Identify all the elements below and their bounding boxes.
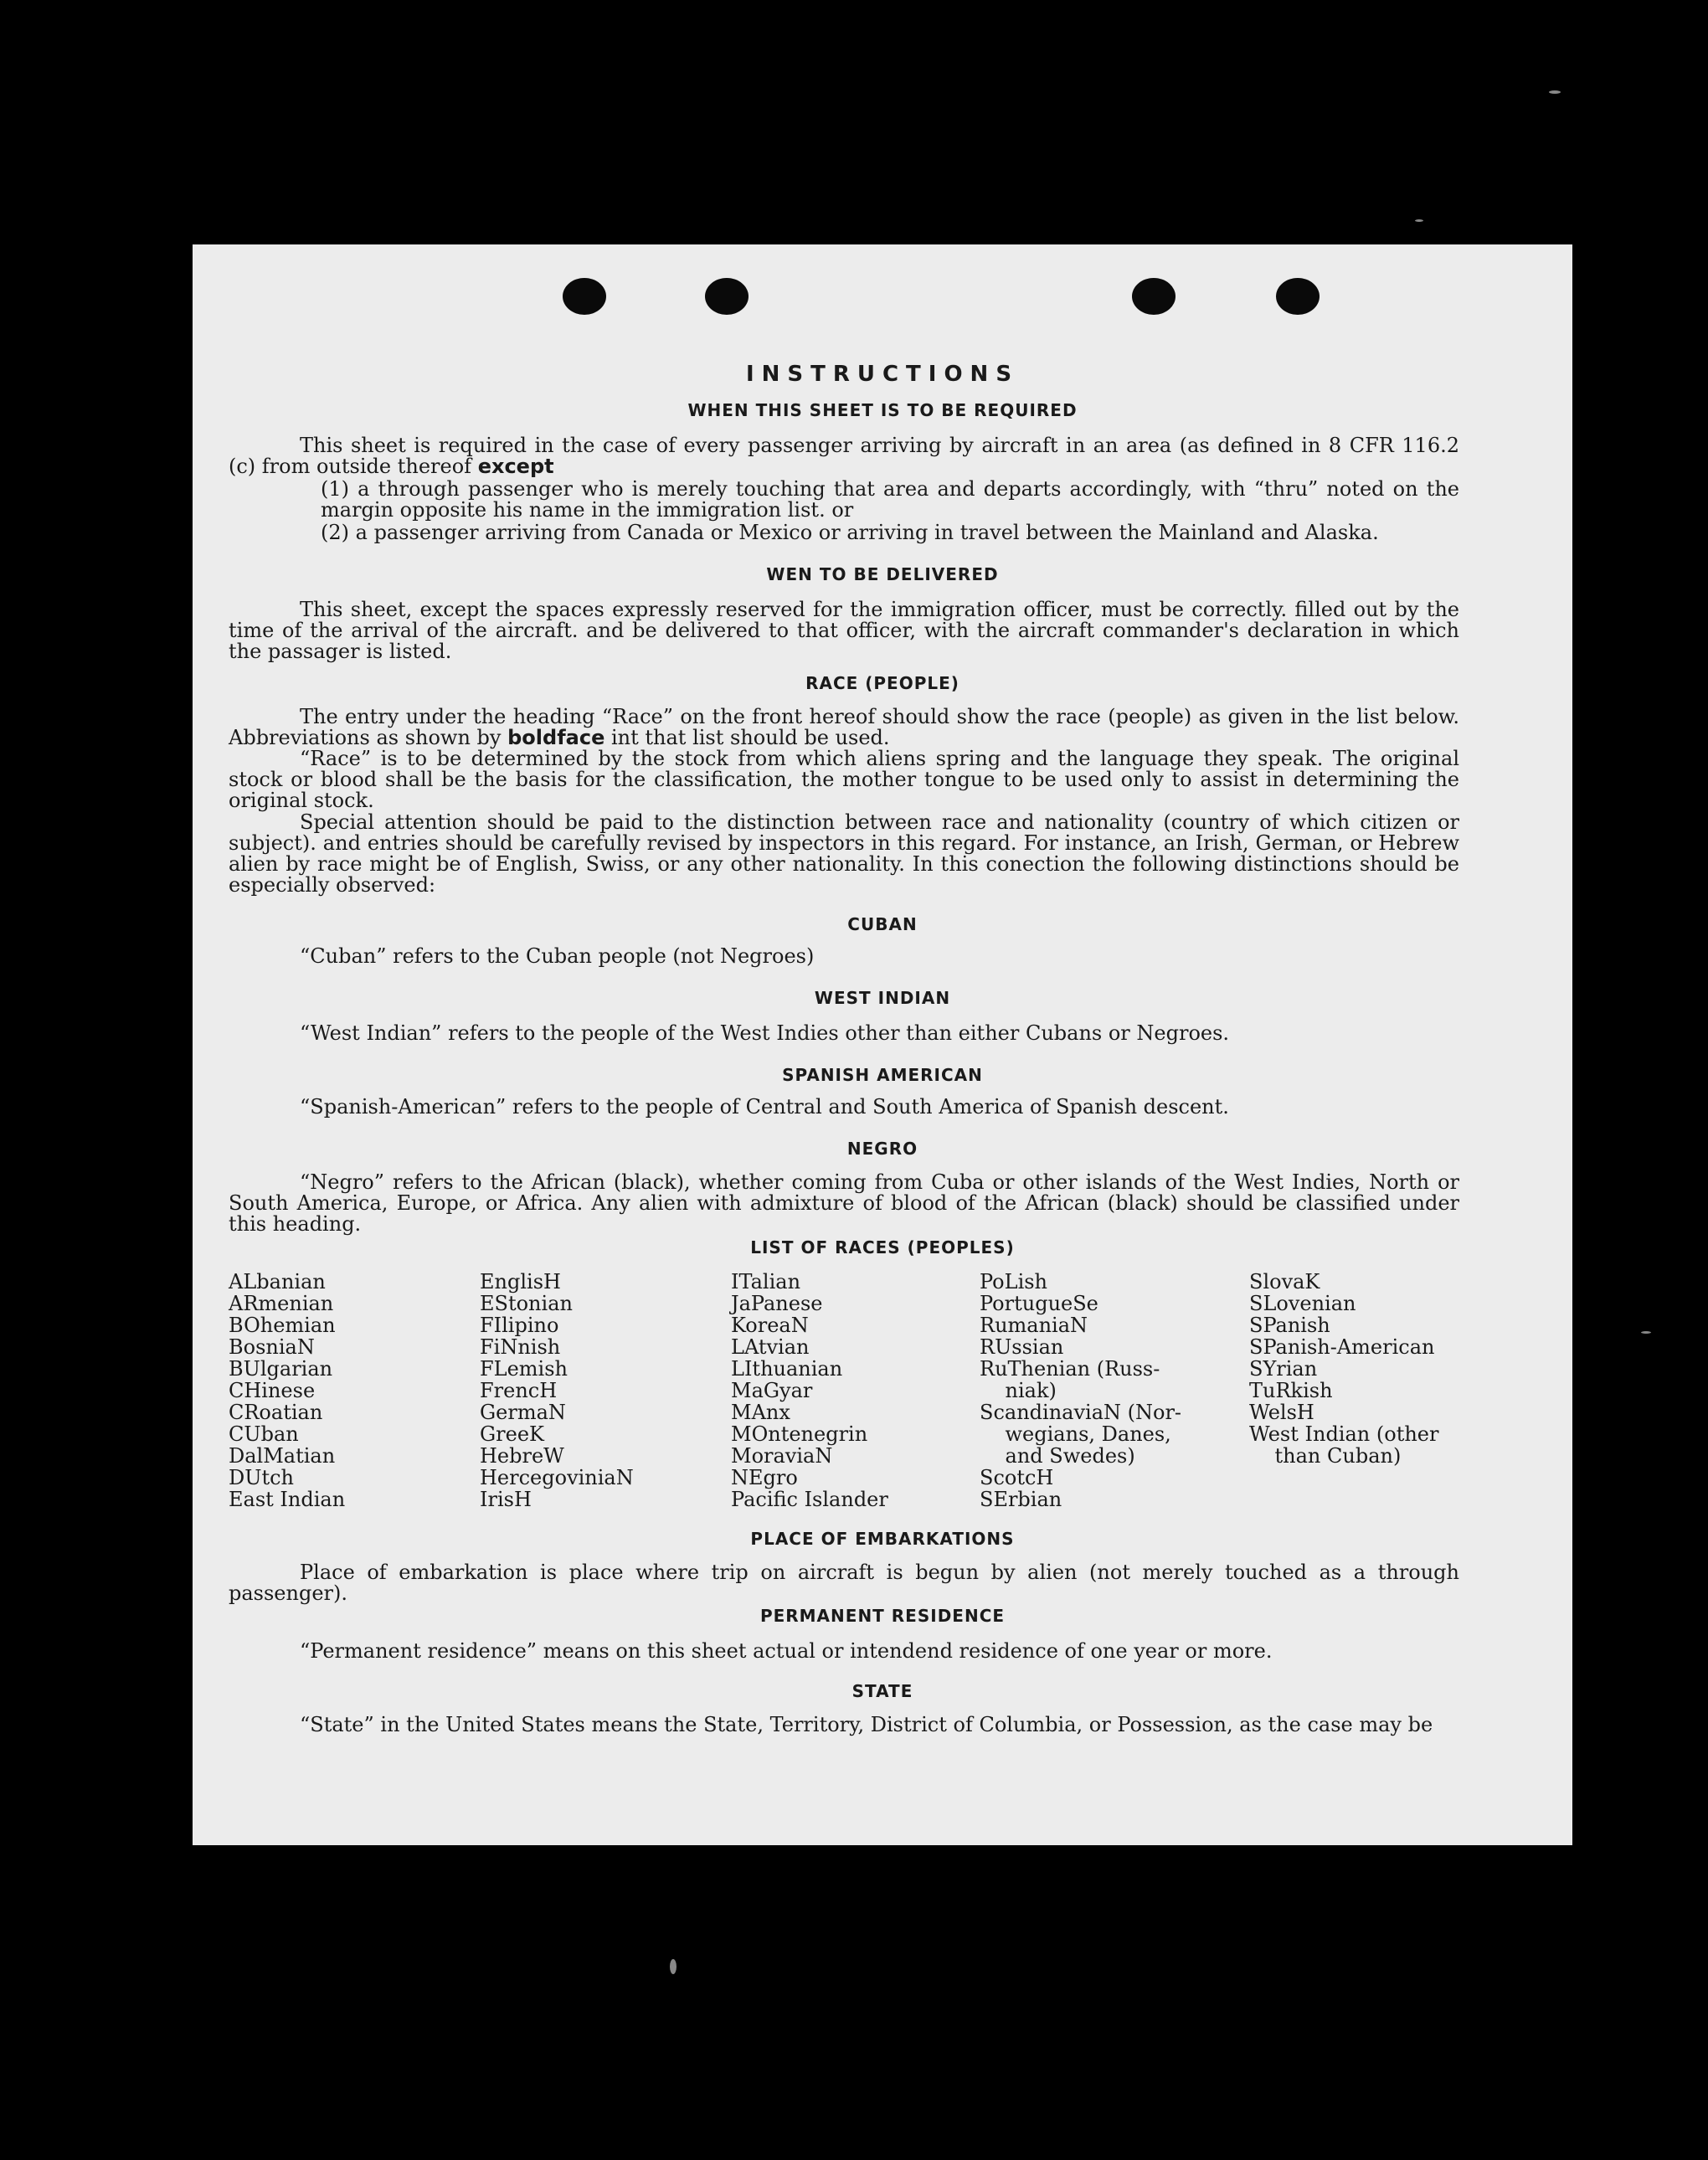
race-list-item: HebreW (480, 1444, 564, 1468)
heading-permanent-residence: PERMANENT RESIDENCE (759, 1606, 1006, 1626)
race-list-item: niak) (980, 1379, 1057, 1402)
race-list-item: CRoatian (229, 1401, 323, 1424)
spanish-american-text: “Spanish-American” refers to the people of Central and South America of Spanish descent. (300, 1095, 1229, 1119)
race-list-item: Pacific Islander (731, 1488, 888, 1511)
race-list-item: than Cuban) (1249, 1444, 1402, 1468)
negro-text: “Negro” refers to the African (black), whether coming from Cuba or other islands of the West Indies, North or South America, Europe, or Africa. Any alien with admixture of blood of the African (black) should be classified under this heading. (229, 1170, 1459, 1236)
cuban-text: “Cuban” refers to the Cuban people (not Negroes) (300, 944, 815, 968)
race-paragraph-2: “Race” is to be determined by the stock from which aliens spring and the language they speak. The original stock or blood shall be the basis for the classification, the mother tongue to be used only to assist in determining the original stock. (229, 747, 1459, 812)
race-paragraph-3: Special attention should be paid to the distinction between race and nationality (country of which citizen or subject). and entries should be carefully revised by inspectors in this regard. For instance, an Irish, German, or Hebrew alien by race might be of English, Swiss, or any other nationality. In this conection the following distinctions should be especially observed: (229, 810, 1459, 897)
punch-hole (1132, 278, 1176, 315)
race-list-item: East Indian (229, 1488, 346, 1511)
punch-hole (563, 278, 606, 315)
heading-race: RACE (PEOPLE) (805, 673, 959, 693)
race-list-item: BOhemian (229, 1314, 336, 1337)
page-title: INSTRUCTIONS (745, 362, 1020, 387)
race-list-item: FiNnish (480, 1335, 561, 1359)
race-list-item: SErbian (980, 1488, 1062, 1511)
race-list-column (229, 1271, 345, 1510)
punch-hole (1276, 278, 1320, 315)
embarkation-text: Place of embarkation is place where trip on aircraft is begun by alien (not merely touched as a through passenger). (229, 1561, 1459, 1605)
race-list-item: West Indian (other (1249, 1422, 1439, 1446)
dust-speck (1415, 219, 1423, 222)
permanent-residence-text: “Permanent residence” means on this sheet actual or intendend residence of one year or more. (300, 1639, 1273, 1663)
race-list-item: GreeK (480, 1422, 544, 1446)
race-list-item: DUtch (229, 1466, 295, 1489)
race-list-item: CUban (229, 1422, 299, 1446)
dust-speck (670, 1959, 677, 1974)
race-list-item: FrencH (480, 1379, 558, 1402)
race-list-item: SYrian (1249, 1357, 1318, 1381)
heading-west-indian: WEST INDIAN (814, 988, 951, 1008)
race-list-item: TuRkish (1249, 1379, 1333, 1402)
heading-cuban: CUBAN (847, 914, 918, 934)
race-list-item: ALbanian (229, 1270, 326, 1293)
race-list-item: PoLish (980, 1270, 1048, 1293)
race-list-column (480, 1271, 634, 1510)
race-list-item: GermaN (480, 1401, 566, 1424)
race-list-item: RuThenian (Russ- (980, 1357, 1160, 1381)
race-list-item: ScotcH (980, 1466, 1054, 1489)
heading-embarkation: PLACE OF EMBARKATIONS (750, 1529, 1015, 1549)
race-list-item: FLemish (480, 1357, 568, 1381)
race-list-column (980, 1271, 1181, 1510)
heading-when-required: WHEN THIS SHEET IS TO BE REQUIRED (687, 400, 1078, 420)
race-list-item: IrisH (480, 1488, 532, 1511)
punch-hole (705, 278, 749, 315)
dust-speck (1549, 90, 1561, 94)
race-list-item: SPanish (1249, 1314, 1330, 1337)
race-list-item: ITalian (731, 1270, 801, 1293)
race-list-item: RUssian (980, 1335, 1064, 1359)
when-required-item-1: (1) a through passenger who is merely touching that area and departs accordingly, with “thru” noted on the margin opposite his name in the immigration list. or (321, 477, 1459, 522)
race-list-item: MOntenegrin (731, 1422, 868, 1446)
race-list-item: WelsH (1249, 1401, 1314, 1424)
race-list-item: BosniaN (229, 1335, 315, 1359)
race-list-item: MAnx (731, 1401, 790, 1424)
race-list-item: PortugueSe (980, 1292, 1098, 1315)
instruction-sheet (193, 244, 1572, 1845)
race-list-item: EStonian (480, 1292, 573, 1315)
race-list-item: wegians, Danes, (980, 1422, 1171, 1446)
when-required-intro: This sheet is required in the case of every passenger arriving by aircraft in an area (as defined in 8 CFR 116.2 (c) from outside thereof except (229, 434, 1459, 478)
heading-spanish-american: SPANISH AMERICAN (782, 1065, 983, 1085)
race-list-item: SlovaK (1249, 1270, 1320, 1293)
race-list-item: ScandinaviaN (Nor- (980, 1401, 1182, 1424)
race-list-item: MoraviaN (731, 1444, 833, 1468)
race-list-item: MaGyar (731, 1379, 813, 1402)
race-list-item: RumaniaN (980, 1314, 1088, 1337)
race-list-item: HercegoviniaN (480, 1466, 634, 1489)
heading-state: STATE (851, 1681, 913, 1701)
heading-negro: NEGRO (846, 1139, 918, 1159)
race-list-item: LIthuanian (731, 1357, 843, 1381)
race-list-item: and Swedes) (980, 1444, 1135, 1468)
race-list-item: KoreaN (731, 1314, 809, 1337)
race-list-item: SLovenian (1249, 1292, 1356, 1315)
dust-speck (1641, 1331, 1651, 1334)
race-list-item: CHinese (229, 1379, 316, 1402)
race-list-item: ARmenian (229, 1292, 334, 1315)
race-list-item: NEgro (731, 1466, 798, 1489)
race-list-column (1249, 1271, 1438, 1467)
race-list-column (731, 1271, 888, 1510)
race-list-item: JaPanese (731, 1292, 823, 1315)
west-indian-text: “West Indian” refers to the people of the West Indies other than either Cubans or Negroes. (300, 1021, 1230, 1045)
race-list-item: LAtvian (731, 1335, 810, 1359)
heading-when-delivered: WEN TO BE DELIVERED (766, 564, 999, 584)
when-required-item-2: (2) a passenger arriving from Canada or Mexico or arriving in travel between the Mainland and Alaska. (321, 521, 1379, 544)
heading-list-of-races: LIST OF RACES (PEOPLES) (750, 1237, 1015, 1257)
race-list-item: FIlipino (480, 1314, 559, 1337)
race-list-item: DalMatian (229, 1444, 336, 1468)
state-text: “State” in the United States means the State, Territory, District of Columbia, or Possession, as the case may be (300, 1713, 1433, 1736)
race-list-item: SPanish-American (1249, 1335, 1435, 1359)
race-paragraph-1: The entry under the heading “Race” on the front hereof should show the race (people) as given in the list below. Abbreviations as shown by boldface int that list should be used. (229, 705, 1459, 749)
race-list-item: EnglisH (480, 1270, 561, 1293)
race-list-item: BUlgarian (229, 1357, 333, 1381)
when-delivered-text: This sheet, except the spaces expressly reserved for the immigration officer, must be correctly. filled out by the time of the arrival of the aircraft. and be delivered to that officer, with the aircraft commander's declaration in which the passager is listed. (229, 598, 1459, 663)
